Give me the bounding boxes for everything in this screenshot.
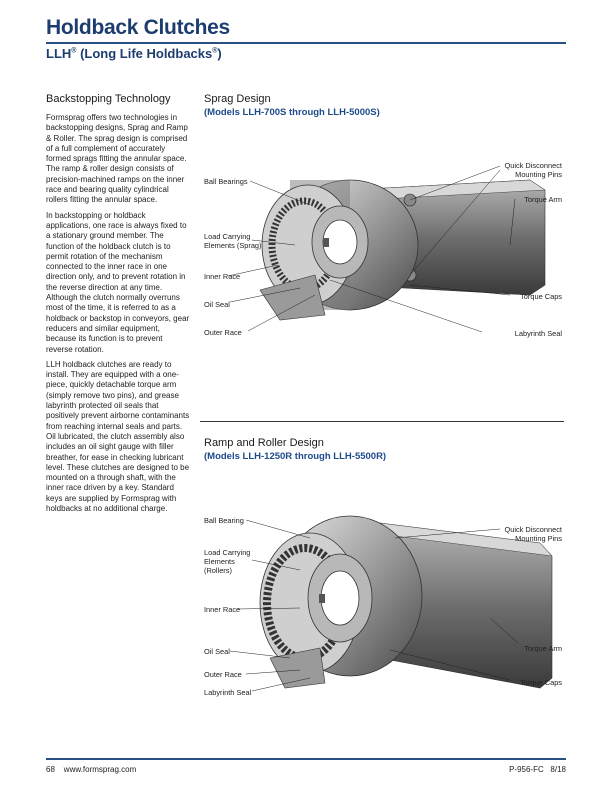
- left-heading: Backstopping Technology: [46, 93, 171, 105]
- callout-torque-arm: Torque Arm: [524, 195, 562, 204]
- subtitle-prefix: LLH: [46, 46, 72, 61]
- callout-load-carrying: Load Carrying Elements (Sprag): [204, 232, 262, 250]
- paragraph: Formsprag offers two technologies in backstopping designs, Sprag and Ramp & Roller. The sprag design is comprised of a full complement of accurately formed sprags fitting the annular space. The ramp & roller design consists of precision-machined ramps on the inner race and bearing quality cylindrical rollers fitting the annular space.: [46, 113, 188, 205]
- footer-date: 8/18: [550, 765, 566, 774]
- callout-torque-caps: Torque Caps: [520, 292, 562, 301]
- section-divider: [200, 421, 564, 422]
- paragraph: In backstopping or holdback applications, one race is always fixed to a stationary ground member. The function of the holdback clutch is to permit rotation of the mechanism connected to the inner race in one direction only, and to prevent rotation in the reverse direction at any time. Although the clutch normally overruns most of the time, it is referred to as a holdback or backstop in conveyors, gear reducers and similar equipment, because its function is to prevent reverse rotation.: [46, 210, 190, 354]
- sprag-leader-lines: [200, 150, 570, 350]
- footer-left: [46, 765, 136, 774]
- callout-ball-bearings: Ball Bearings: [204, 177, 248, 186]
- registered-mark: ®: [71, 47, 77, 55]
- callout-ball-bearing: Ball Bearing: [204, 516, 244, 525]
- page-subtitle: [46, 46, 222, 61]
- page-number: 68: [46, 765, 55, 774]
- callout-inner-race: Inner Race: [204, 605, 241, 614]
- subtitle-mid: (Long Life Holdbacks: [76, 46, 213, 61]
- footer-url[interactable]: www.formsprag.com: [63, 765, 137, 774]
- callout-load-carrying: Load Carrying Elements (Rollers): [204, 548, 251, 575]
- roller-subheading: (Models LLH-1250R through LLH-5500R): [204, 451, 387, 462]
- body-text: [46, 113, 191, 519]
- callout-outer-race: Outer Race: [204, 328, 242, 337]
- callout-outer-race: Outer Race: [204, 670, 242, 679]
- footer-rule: [46, 758, 566, 760]
- registered-mark: ®: [212, 47, 218, 55]
- sprag-subheading: (Models LLH-700S through LLH-5000S): [204, 107, 380, 118]
- callout-quick-disconnect: Quick Disconnect Mounting Pins: [504, 525, 562, 543]
- callout-labyrinth-seal: Labyrinth Seal: [514, 329, 562, 338]
- title-rule: [46, 42, 566, 44]
- callout-inner-race: Inner Race: [204, 272, 241, 281]
- doc-code: P-956-FC: [509, 765, 544, 774]
- sprag-heading: Sprag Design: [204, 93, 271, 105]
- callout-oil-seal: Oil Seal: [204, 300, 230, 309]
- callout-labyrinth-seal: Labyrinth Seal: [204, 688, 252, 697]
- footer-right: [500, 765, 566, 774]
- page-title: Holdback Clutches: [46, 16, 230, 39]
- subtitle-end: ): [217, 46, 222, 61]
- callout-torque-arm: Torque Arm: [524, 644, 562, 653]
- callout-oil-seal: Oil Seal: [204, 647, 230, 656]
- roller-leader-lines: [200, 498, 570, 708]
- roller-heading: Ramp and Roller Design: [204, 437, 324, 449]
- paragraph: LLH holdback clutches are ready to install. They are equipped with a one-piece, quickly detachable torque arm (simply remove two pins), and grease labyrinth protected oil seals that positively prevent airborne contaminants from reaching internal seals and parts. Oil lubricated, the clutch assembly also includes an oil sight gauge with filler breather, for ease in checking lubricant level. These clutches are designed to be mounted on a through shaft, with the inner race driven by a key. Standard keys are supplied by Formsprag with holdbacks at no additional charge.: [46, 359, 190, 513]
- callout-torque-caps: Torque Caps: [520, 678, 562, 687]
- callout-quick-disconnect: Quick Disconnect Mounting Pins: [504, 161, 562, 179]
